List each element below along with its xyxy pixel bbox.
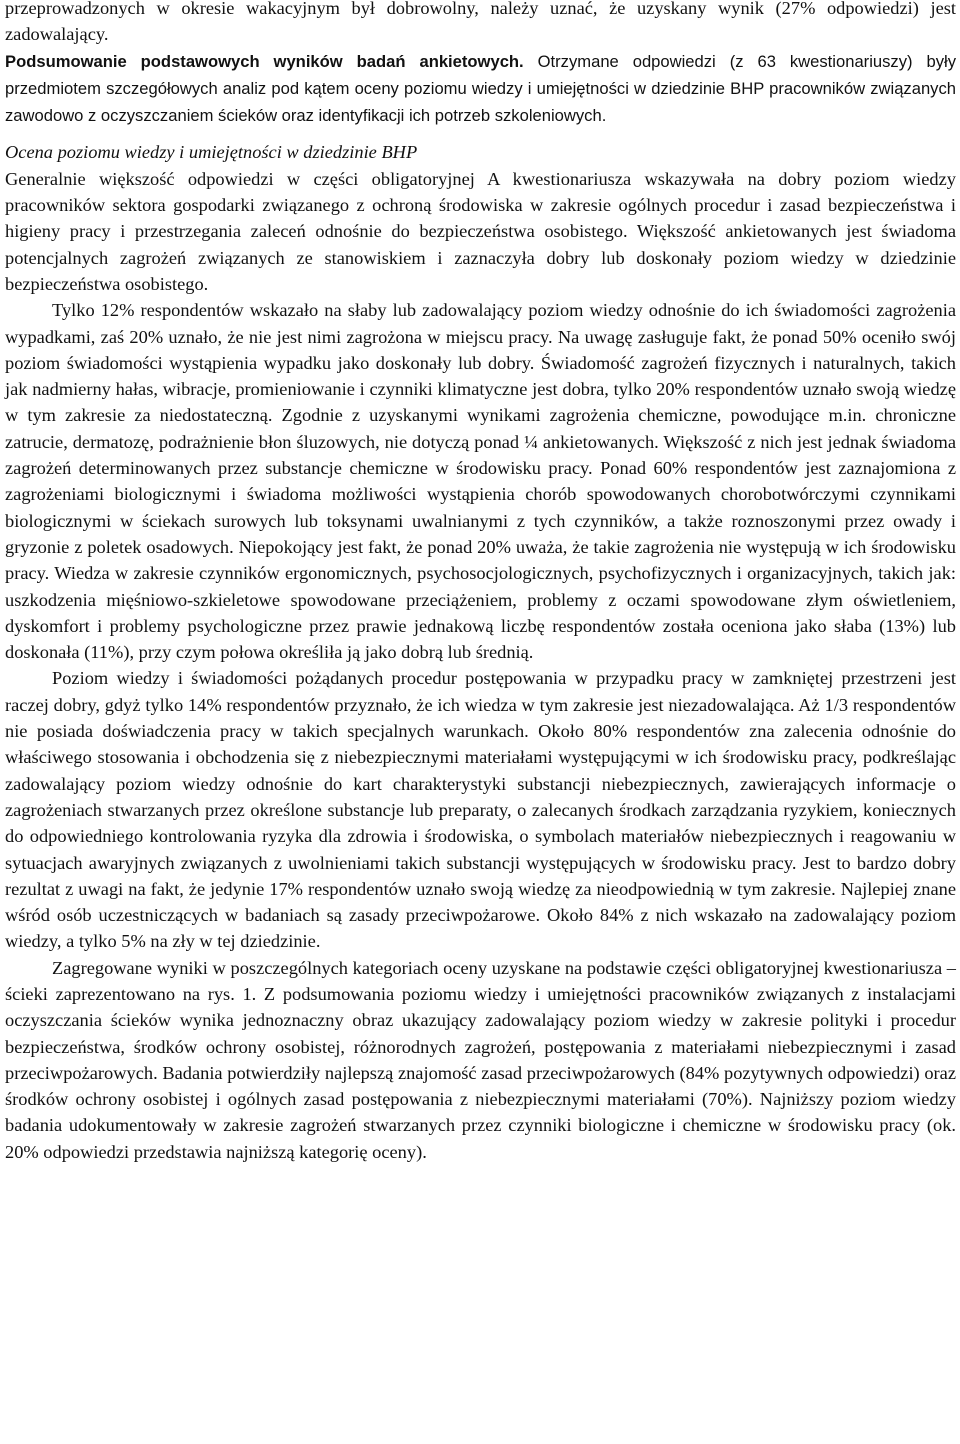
- section-heading: Ocena poziomu wiedzy i umiejętności w dziedzinie BHP: [5, 142, 418, 163]
- paragraph-summary: [5, 48, 956, 130]
- paragraph-hazard-awareness: Tylko 12% respondentów wskazało na słaby lub zadowalający poziom wiedzy odnośnie do ich świadomości zagrożenia wypadkami, zaś 20% uznało, że nie jest nimi zagrożona w miejscu pracy. Na uwagę zasługuje fakt, że ponad 50% oceniło swój poziom świadomości wystąpienia wypadku jako doskonały lub dobry. Świadomość zagrożeń fizycznych i naturalnych, takich jak nadmierny hałas, wibracje, promieniowanie i czynniki klimatyczne jest dobra, tylko 20% respondentów uznało swoją wiedzę w tym zakresie za niedostateczną. Zgodnie z uzyskanymi wynikami zagrożenia chemiczne, powodujące m.in. chroniczne zatrucie, dermatozę, podrażnienie błon śluzowych, nie dotyczą ponad ¼ ankietowanych. Większość z nich jest jednak świadoma zagrożeń determinowanych przez substancje chemiczne w środowisku pracy. Ponad 60% respondentów jest zaznajomiona z zagrożeniami biologicznymi i świadoma możliwości wystąpienia chorób spowodowanych chorobotwórczymi czynnikami biologicznymi w ściekach surowych lub toksynami uwalnianymi z tych czynników, a także roznoszonymi przez owady i gryzonie z poletek osadowych. Niepokojący jest fakt, że ponad 20% uważa, że takie zagrożenia nie występują w ich środowisku pracy. Wiedza w zakresie czynników ergonomicznych, psychosocjologicznych, psychofizycznych i organizacyjnych, takich jak: uszkodzenia mięśniowo-szkieletowe spowodowane przeciążeniem, problemy z oczami spowodowane złym oświetleniem, dyskomfort i problemy psychologiczne przez prawie jednakową liczbę respondentów została oceniona jako słaba (13%) lub doskonała (11%), przy czym połowa określiła ją jako dobrą lub średnią.: [5, 300, 956, 663]
- paragraph-aggregated-results: Zagregowane wyniki w poszczególnych kategoriach oceny uzyskane na podstawie części obligatoryjnej kwestionariusza – ścieki zaprezentowano na rys. 1. Z podsumowania poziomu wiedzy i umiejętności pracowników związanych z instalacjami oczyszczania ścieków wynika jednoznaczny obraz ukazujący zadowalający poziom wiedzy w zakresie polityki i procedur bezpieczeństwa, środków ochrony osobistej, różnorodnych zagrożeń, postępowania z materiałami niebezpiecznymi i zasad przeciwpożarowych. Badania potwierdziły najlepszą znajomość zasad przeciwpożarowych (84% pozytywnych odpowiedzi) oraz środków ochrony osobistej i ogólnych zasad postępowania z niebezpiecznymi materiałami (70%). Najniższy poziom wiedzy badania udokumentowały w zakresie zagrożeń stwarzanych przez czynniki biologiczne i chemiczne w środowisku pracy (ok. 20% odpowiedzi przedstawia najniższą kategorię oceny).: [5, 957, 956, 1162]
- paragraph-intro-continuation: przeprowadzonych w okresie wakacyjnym był dobrowolny, należy uznać, że uzyskany wynik (27% odpowiedzi) jest zadowalający.: [5, 0, 956, 45]
- bold-lead-in: Podsumowanie podstawowych wyników badań ankietowych.: [5, 51, 524, 71]
- spacer: [5, 129, 956, 139]
- paragraph-general-knowledge: Generalnie większość odpowiedzi w części obligatoryjnej A kwestionariusza wskazywała na dobry poziom wiedzy pracowników sektora gospodarki związanego z ochroną środowiska w zakresie ogólnych procedur i zasad bezpieczeństwa i higieny pracy i przestrzegania zaleceń odnośnie do bezpieczeństwa osobistego. Większość ankietowanych jest świadoma potencjalnych zagrożeń związanych ze stanowiskiem i zaznaczyła dobry lub doskonały poziom wiedzy w dziedzinie bezpieczeństwa osobistego.: [5, 168, 956, 294]
- summary-body: Otrzymane odpowiedzi (z 63 kwestionariuszy) były przedmiotem szczegółowych analiz pod kątem oceny poziomu wiedzy i umiejętności w dziedzinie BHP pracowników związanych zawodowo z oczyszczaniem ścieków oraz identyfikacji ich potrzeb szkoleniowych.: [5, 51, 956, 126]
- paragraph-procedures: Poziom wiedzy i świadomości pożądanych procedur postępowania w przypadku pracy w zamkniętej przestrzeni jest raczej dobry, gdyż tylko 14% respondentów przyznało, że ich wiedza w tym zakresie jest niezadowalająca. Aż 1/3 respondentów nie posiada doświadczenia pracy w takich specjalnych warunkach. Około 80% respondentów zna zalecenia odnośnie do właściwego stosowania i obchodzenia się z niebezpiecznymi materiałami występującymi w ich środowisku pracy, podkreślając zadowalający poziom wiedzy odnośnie do kart charakterystyki substancji niebezpiecznych, zawierających informacje o zagrożeniach stwarzanych przez określone substancje lub preparaty, o zalecanych środkach zarządzania ryzykiem, koniecznych do odpowiedniego kontrolowania ryzyka dla zdrowia i środowiska, o symbolach materiałów niebezpiecznych i reagowaniu w sytuacjach awaryjnych związanych z uwolnieniami takich substancji występujących w środowisku pracy. Jest to bardzo dobry rezultat z uwagi na fakt, że jedynie 17% respondentów uznało swoją wiedzę za nieodpowiednią w tym zakresie. Najlepiej znane wśród osób uczestniczących w badaniach są zasady przeciwpożarowe. Około 84% z nich wskazało na zadowalający poziom wiedzy, a tylko 5% na zły w tej dziedzinie.: [5, 668, 956, 952]
